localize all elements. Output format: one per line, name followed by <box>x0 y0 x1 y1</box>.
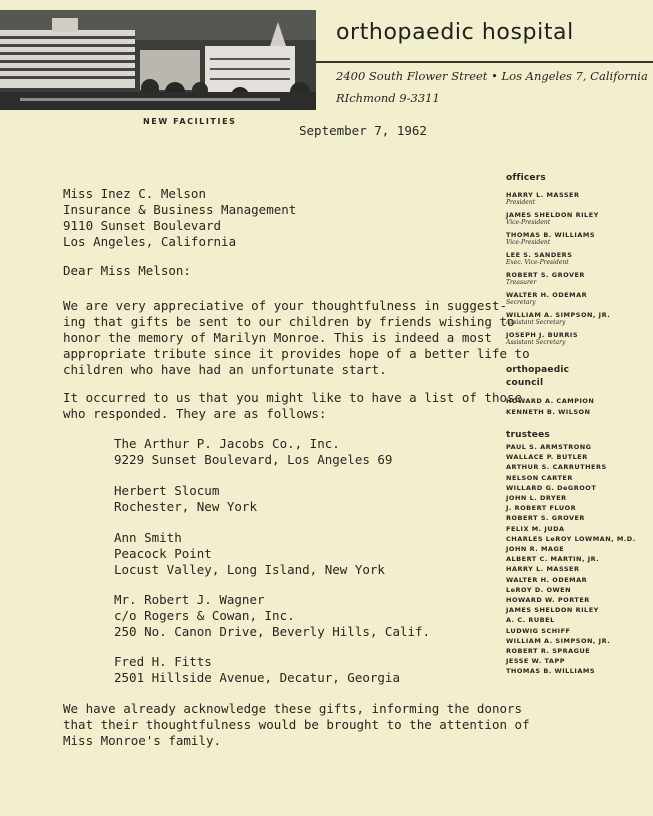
officer-title: Treasurer <box>506 279 537 286</box>
council-member: HOWARD A. CAMPION <box>506 397 595 405</box>
salutation-text: Dear Miss Melson: <box>63 263 191 278</box>
header-rule <box>316 61 653 63</box>
hospital-address: 2400 South Flower Street • Los Angeles 7, California <box>336 69 648 83</box>
officer-title: Assistant Secretary <box>506 319 566 326</box>
donor-entry <box>114 436 392 468</box>
officer-name: HARRY L. MASSER <box>506 191 580 199</box>
officer-name: JOSEPH J. BURRIS <box>506 331 579 339</box>
donor-line: Herbert Slocum <box>114 483 220 498</box>
officer-title: Assistant Secretary <box>506 339 566 346</box>
trustee-name: WALLACE P. BUTLER <box>506 453 588 462</box>
donor-entry <box>114 483 257 515</box>
officer-item <box>506 191 610 206</box>
paragraph-line: who responded. They are as follows: <box>63 406 327 421</box>
donor-entry <box>114 654 400 686</box>
trustee-name: PAUL S. ARMSTRONG <box>506 443 592 451</box>
officer-name: WILLIAM A. SIMPSON, JR. <box>506 311 611 319</box>
council-heading: orthopaedic <box>506 365 570 375</box>
donor-line: 9229 Sunset Boulevard, Los Angeles 69 <box>114 452 393 467</box>
officers-heading: officers <box>506 173 546 183</box>
officer-title: Vice-President <box>506 219 551 226</box>
trustee-name: ALBERT C. MARTIN, JR. <box>506 555 600 564</box>
hospital-phone: RIchmond 9-3311 <box>336 91 440 105</box>
officer-name: ROBERT S. GROVER <box>506 271 585 279</box>
officer-name: LEE S. SANDERS <box>506 251 573 259</box>
donor-line: Locust Valley, Long Island, New York <box>114 562 385 577</box>
hospital-name: orthopaedic hospital <box>336 20 574 45</box>
trustee-name: WILLIAM A. SIMPSON, JR. <box>506 636 611 645</box>
hospital-photo <box>0 10 316 110</box>
photo-caption: NEW FACILITIES <box>143 117 237 126</box>
trustee-name: CHARLES LeROY LOWMAN, M.D. <box>506 534 636 543</box>
paragraph-line: It occurred to us that you might like to have a list of those <box>63 390 523 405</box>
donor-line: Peacock Point <box>114 546 212 561</box>
salutation <box>63 263 191 279</box>
trustee-name: HOWARD W. PORTER <box>506 596 590 605</box>
officer-name: JAMES SHELDON RILEY <box>506 211 599 219</box>
paragraph-line: appropriate tribute since it provides hope of a better life to <box>63 346 530 361</box>
trustees-section <box>506 430 636 677</box>
donor-line: Fred H. Fitts <box>114 654 212 669</box>
paragraph-line: We have already acknowledge these gifts, informing the donors <box>63 701 523 716</box>
officer-title: President <box>506 199 536 206</box>
donor-entry <box>114 592 430 640</box>
trustee-name: JOHN L. DRYER <box>506 494 567 503</box>
donor-line: Ann Smith <box>114 530 182 545</box>
donor-line: The Arthur P. Jacobs Co., Inc. <box>114 436 340 451</box>
paragraph-line: Miss Monroe's family. <box>63 733 222 748</box>
officer-title: Vice-President <box>506 239 551 246</box>
trustee-name: ROBERT S. GROVER <box>506 514 585 523</box>
officer-item <box>506 271 610 286</box>
trustee-name: ROBERT R. SPRAGUE <box>506 647 591 656</box>
council-member: KENNETH B. WILSON <box>506 408 591 416</box>
trustee-name: A. C. RUBEL <box>506 616 555 625</box>
officer-item <box>506 311 610 326</box>
trustee-name: JOHN R. MAGE <box>506 545 565 554</box>
paragraph-2 <box>63 390 522 422</box>
officer-item <box>506 331 610 346</box>
donor-entry <box>114 530 385 578</box>
recipient-line: 9110 Sunset Boulevard <box>63 218 222 233</box>
trustee-name: THOMAS B. WILLIAMS <box>506 667 595 676</box>
recipient-line: Insurance & Business Management <box>63 202 297 217</box>
paragraph-line: that their thoughtfulness would be brought to the attention of <box>63 717 530 732</box>
paragraph-3 <box>63 701 530 749</box>
donor-line: Rochester, New York <box>114 499 257 514</box>
officer-item <box>506 211 610 226</box>
donor-line: c/o Rogers & Cowan, Inc. <box>114 608 295 623</box>
letter-date: September 7, 1962 <box>299 123 427 138</box>
officer-name: WALTER H. ODEMAR <box>506 291 588 299</box>
officer-item <box>506 231 610 246</box>
council-heading: council <box>506 378 544 388</box>
donor-line: Mr. Robert J. Wagner <box>114 592 265 607</box>
trustee-name: LUDWIG SCHIFF <box>506 626 571 635</box>
paragraph-line: ing that gifts be sent to our children by friends wishing to <box>63 314 515 329</box>
paragraph-line: We are very appreciative of your thoughtfulness in suggest- <box>63 298 508 313</box>
officer-title: Secretary <box>506 299 536 306</box>
donor-line: 250 No. Canon Drive, Beverly Hills, Calif. <box>114 624 431 639</box>
paragraph-line: honor the memory of Marilyn Monroe. This is indeed a most <box>63 330 492 345</box>
officer-item <box>506 251 610 266</box>
officers-section <box>506 173 610 351</box>
trustee-name: JAMES SHELDON RILEY <box>506 606 599 615</box>
officer-title: Exec. Vice-President <box>506 259 569 266</box>
trustees-heading: trustees <box>506 430 550 440</box>
paragraph-1 <box>63 298 530 378</box>
trustee-name: NELSON CARTER <box>506 473 573 482</box>
trustee-name: WALTER H. ODEMAR <box>506 575 588 584</box>
council-section <box>506 364 594 418</box>
trustee-name: J. ROBERT FLUOR <box>506 504 577 513</box>
trustee-name: ARTHUR S. CARRUTHERS <box>506 463 607 472</box>
trustee-name: HARRY L. MASSER <box>506 565 580 574</box>
trustee-name: WILLARD G. DeGROOT <box>506 483 597 492</box>
officer-name: THOMAS B. WILLIAMS <box>506 231 595 239</box>
trustee-name: JESSE W. TAPP <box>506 657 565 666</box>
trustee-name: LeROY D. OWEN <box>506 585 572 594</box>
recipient-address <box>63 186 296 250</box>
recipient-line: Miss Inez C. Melson <box>63 186 206 201</box>
donor-line: 2501 Hillside Avenue, Decatur, Georgia <box>114 670 400 685</box>
officer-item <box>506 291 610 306</box>
recipient-line: Los Angeles, California <box>63 234 237 249</box>
paragraph-line: children who have had an unfortunate start. <box>63 362 387 377</box>
trustee-name: FELIX M. JUDA <box>506 524 565 533</box>
